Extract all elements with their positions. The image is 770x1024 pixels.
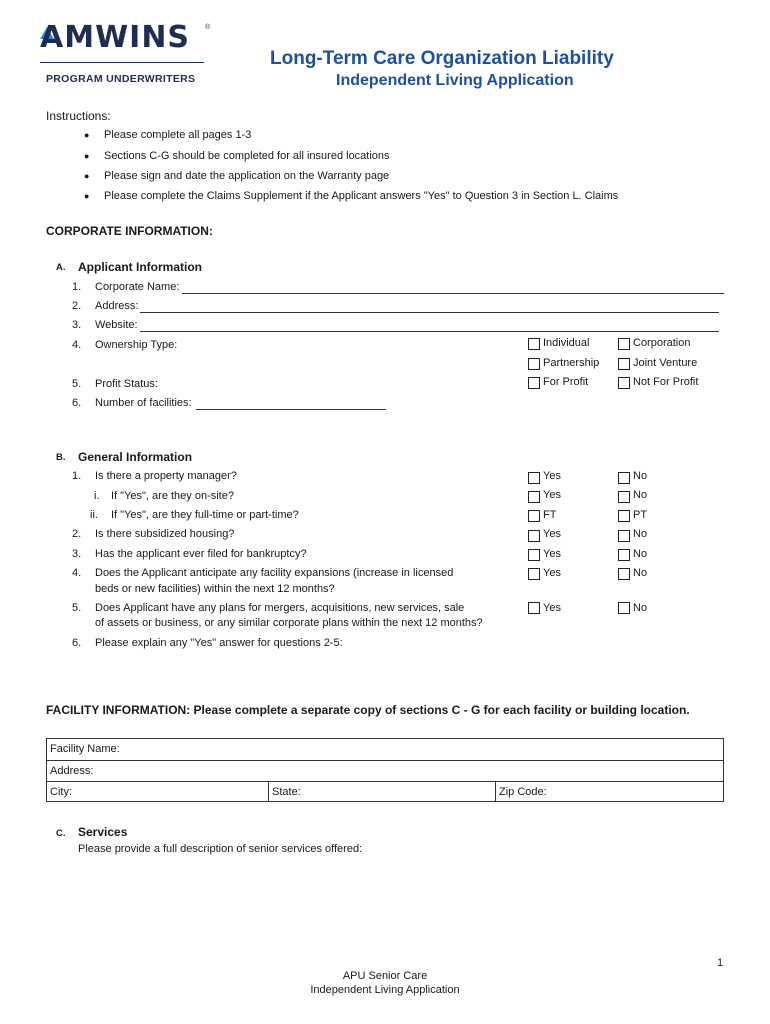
table-divider	[47, 781, 723, 782]
services-description-field[interactable]	[78, 860, 718, 940]
q-number: 5.	[72, 602, 82, 614]
question-text-continued: beds or new facilities) within the next 12 months?	[95, 583, 335, 595]
mergers-yes-checkbox[interactable]	[528, 602, 540, 614]
facility-info-table	[46, 738, 724, 802]
explain-yes-label: Please explain any "Yes" answer for questions 2-5:	[95, 637, 343, 649]
section-a-title: Applicant Information	[78, 260, 202, 274]
ownership-partnership-label: Partnership	[543, 357, 600, 369]
ownership-type-label: Ownership Type:	[95, 339, 178, 351]
logo-subtitle: PROGRAM UNDERWRITERS	[46, 73, 196, 85]
ownership-partnership-checkbox[interactable]	[528, 358, 540, 370]
logo-text: AMWINS	[40, 20, 191, 55]
option-label: No	[633, 602, 648, 614]
ownership-joint-venture-label: Joint Venture	[633, 357, 698, 369]
question-text: If "Yes", are they on-site?	[111, 490, 234, 502]
full-time-checkbox[interactable]	[528, 510, 540, 522]
facility-address-field[interactable]	[97, 762, 721, 780]
section-b-title: General Information	[78, 450, 193, 464]
option-label: Yes	[543, 567, 561, 579]
section-b-letter: B.	[56, 452, 66, 463]
facility-name-label: Facility Name:	[50, 743, 120, 755]
question-text: Does the Applicant anticipate any facility expansions (increase in licensed	[95, 567, 454, 579]
question-text: Does Applicant have any plans for mergers, acquisitions, new services, sale	[95, 602, 465, 614]
footer-line-2: Independent Living Application	[310, 984, 460, 996]
property-manager-no-checkbox[interactable]	[618, 472, 630, 484]
q-number: 4.	[72, 339, 82, 351]
corporate-name-label: Corporate Name:	[95, 281, 180, 293]
table-divider	[495, 781, 496, 802]
option-label: Yes	[543, 489, 561, 501]
instruction-item: Please complete the Claims Supplement if the Applicant answers "Yes" to Question 3 in Section L. Claims	[104, 190, 619, 202]
question-text-continued: of assets or business, or any similar corporate plans within the next 12 months?	[95, 617, 483, 629]
subsidized-housing-yes-checkbox[interactable]	[528, 530, 540, 542]
bankruptcy-yes-checkbox[interactable]	[528, 549, 540, 561]
q-number: 3.	[72, 319, 82, 331]
zip-code-label: Zip Code:	[499, 786, 547, 798]
table-divider	[47, 760, 723, 761]
on-site-yes-checkbox[interactable]	[528, 491, 540, 503]
option-label: Yes	[543, 528, 561, 540]
website-label: Website:	[95, 319, 138, 331]
document-title: Long-Term Care Organization Liability	[270, 48, 614, 69]
number-of-facilities-label: Number of facilities:	[95, 397, 192, 409]
footer-line-1: APU Senior Care	[342, 970, 428, 982]
property-manager-yes-checkbox[interactable]	[528, 472, 540, 484]
page-number: 1	[717, 957, 724, 969]
section-c-title: Services	[78, 825, 128, 839]
option-label: Yes	[543, 470, 561, 482]
bankruptcy-no-checkbox[interactable]	[618, 549, 630, 561]
section-c-letter: C.	[56, 828, 66, 839]
state-label: State:	[272, 786, 301, 798]
ownership-individual-checkbox[interactable]	[528, 338, 540, 350]
question-text: Has the applicant ever filed for bankruptcy?	[95, 548, 307, 560]
option-label: Yes	[543, 548, 561, 560]
q-number: 6.	[72, 637, 82, 649]
corporate-heading: CORPORATE INFORMATION:	[46, 224, 213, 238]
explain-yes-field[interactable]	[95, 652, 723, 688]
question-text: If "Yes", are they full-time or part-time?	[111, 509, 299, 521]
expansion-no-checkbox[interactable]	[618, 568, 630, 580]
option-label: No	[633, 470, 648, 482]
address-label: Address:	[95, 300, 139, 312]
q-number: 5.	[72, 378, 82, 390]
instruction-item: Sections C-G should be completed for all insured locations	[104, 150, 390, 162]
document-subtitle: Independent Living Application	[336, 72, 574, 89]
profit-status-label: Profit Status:	[95, 378, 158, 390]
q-number: 1.	[72, 470, 82, 482]
ownership-corporation-checkbox[interactable]	[618, 338, 630, 350]
instruction-item: Please complete all pages 1-3	[104, 129, 252, 141]
ownership-corporation-label: Corporation	[633, 337, 691, 349]
website-field[interactable]	[140, 319, 719, 332]
facility-name-field[interactable]	[127, 740, 721, 758]
q-number: 6.	[72, 397, 82, 409]
expansion-yes-checkbox[interactable]	[528, 568, 540, 580]
part-time-checkbox[interactable]	[618, 510, 630, 522]
instructions-heading: Instructions:	[46, 109, 111, 123]
option-label: PT	[633, 509, 648, 521]
not-for-profit-label: Not For Profit	[633, 376, 699, 388]
for-profit-label: For Profit	[543, 376, 589, 388]
city-label: City:	[50, 786, 72, 798]
not-for-profit-checkbox[interactable]	[618, 377, 630, 389]
bullet-icon: ●	[84, 130, 90, 140]
ownership-individual-label: Individual	[543, 337, 590, 349]
instruction-item: Please sign and date the application on the Warranty page	[104, 170, 390, 182]
for-profit-checkbox[interactable]	[528, 377, 540, 389]
question-text: Is there subsidized housing?	[95, 528, 235, 540]
q-number: i.	[94, 490, 100, 502]
mergers-no-checkbox[interactable]	[618, 602, 630, 614]
question-text: Is there a property manager?	[95, 470, 237, 482]
q-number: ii.	[90, 509, 98, 521]
q-number: 4.	[72, 567, 82, 579]
bullet-icon: ●	[84, 191, 90, 201]
on-site-no-checkbox[interactable]	[618, 491, 630, 503]
q-number: 2.	[72, 528, 82, 540]
ownership-joint-venture-checkbox[interactable]	[618, 358, 630, 370]
bullet-icon: ●	[84, 151, 90, 161]
corporate-name-field[interactable]	[182, 281, 724, 294]
option-label: No	[633, 567, 648, 579]
bullet-icon: ●	[84, 171, 90, 181]
logo-registered-mark: ®	[205, 24, 211, 31]
option-label: No	[633, 548, 648, 560]
option-label: No	[633, 528, 648, 540]
option-label: No	[633, 489, 648, 501]
address-field[interactable]	[140, 300, 719, 313]
section-a-letter: A.	[56, 262, 66, 273]
number-of-facilities-field[interactable]	[196, 397, 386, 410]
subsidized-housing-no-checkbox[interactable]	[618, 530, 630, 542]
table-divider	[268, 781, 269, 802]
option-label: Yes	[543, 602, 561, 614]
services-prompt: Please provide a full description of senior services offered:	[78, 843, 363, 855]
q-number: 2.	[72, 300, 82, 312]
q-number: 3.	[72, 548, 82, 560]
logo-divider	[40, 62, 204, 63]
q-number: 1.	[72, 281, 82, 293]
option-label: FT	[543, 509, 557, 521]
facility-heading: FACILITY INFORMATION: Please complete a separate copy of sections C - G for each facility or building location.	[46, 703, 690, 717]
facility-address-label: Address:	[50, 765, 94, 777]
